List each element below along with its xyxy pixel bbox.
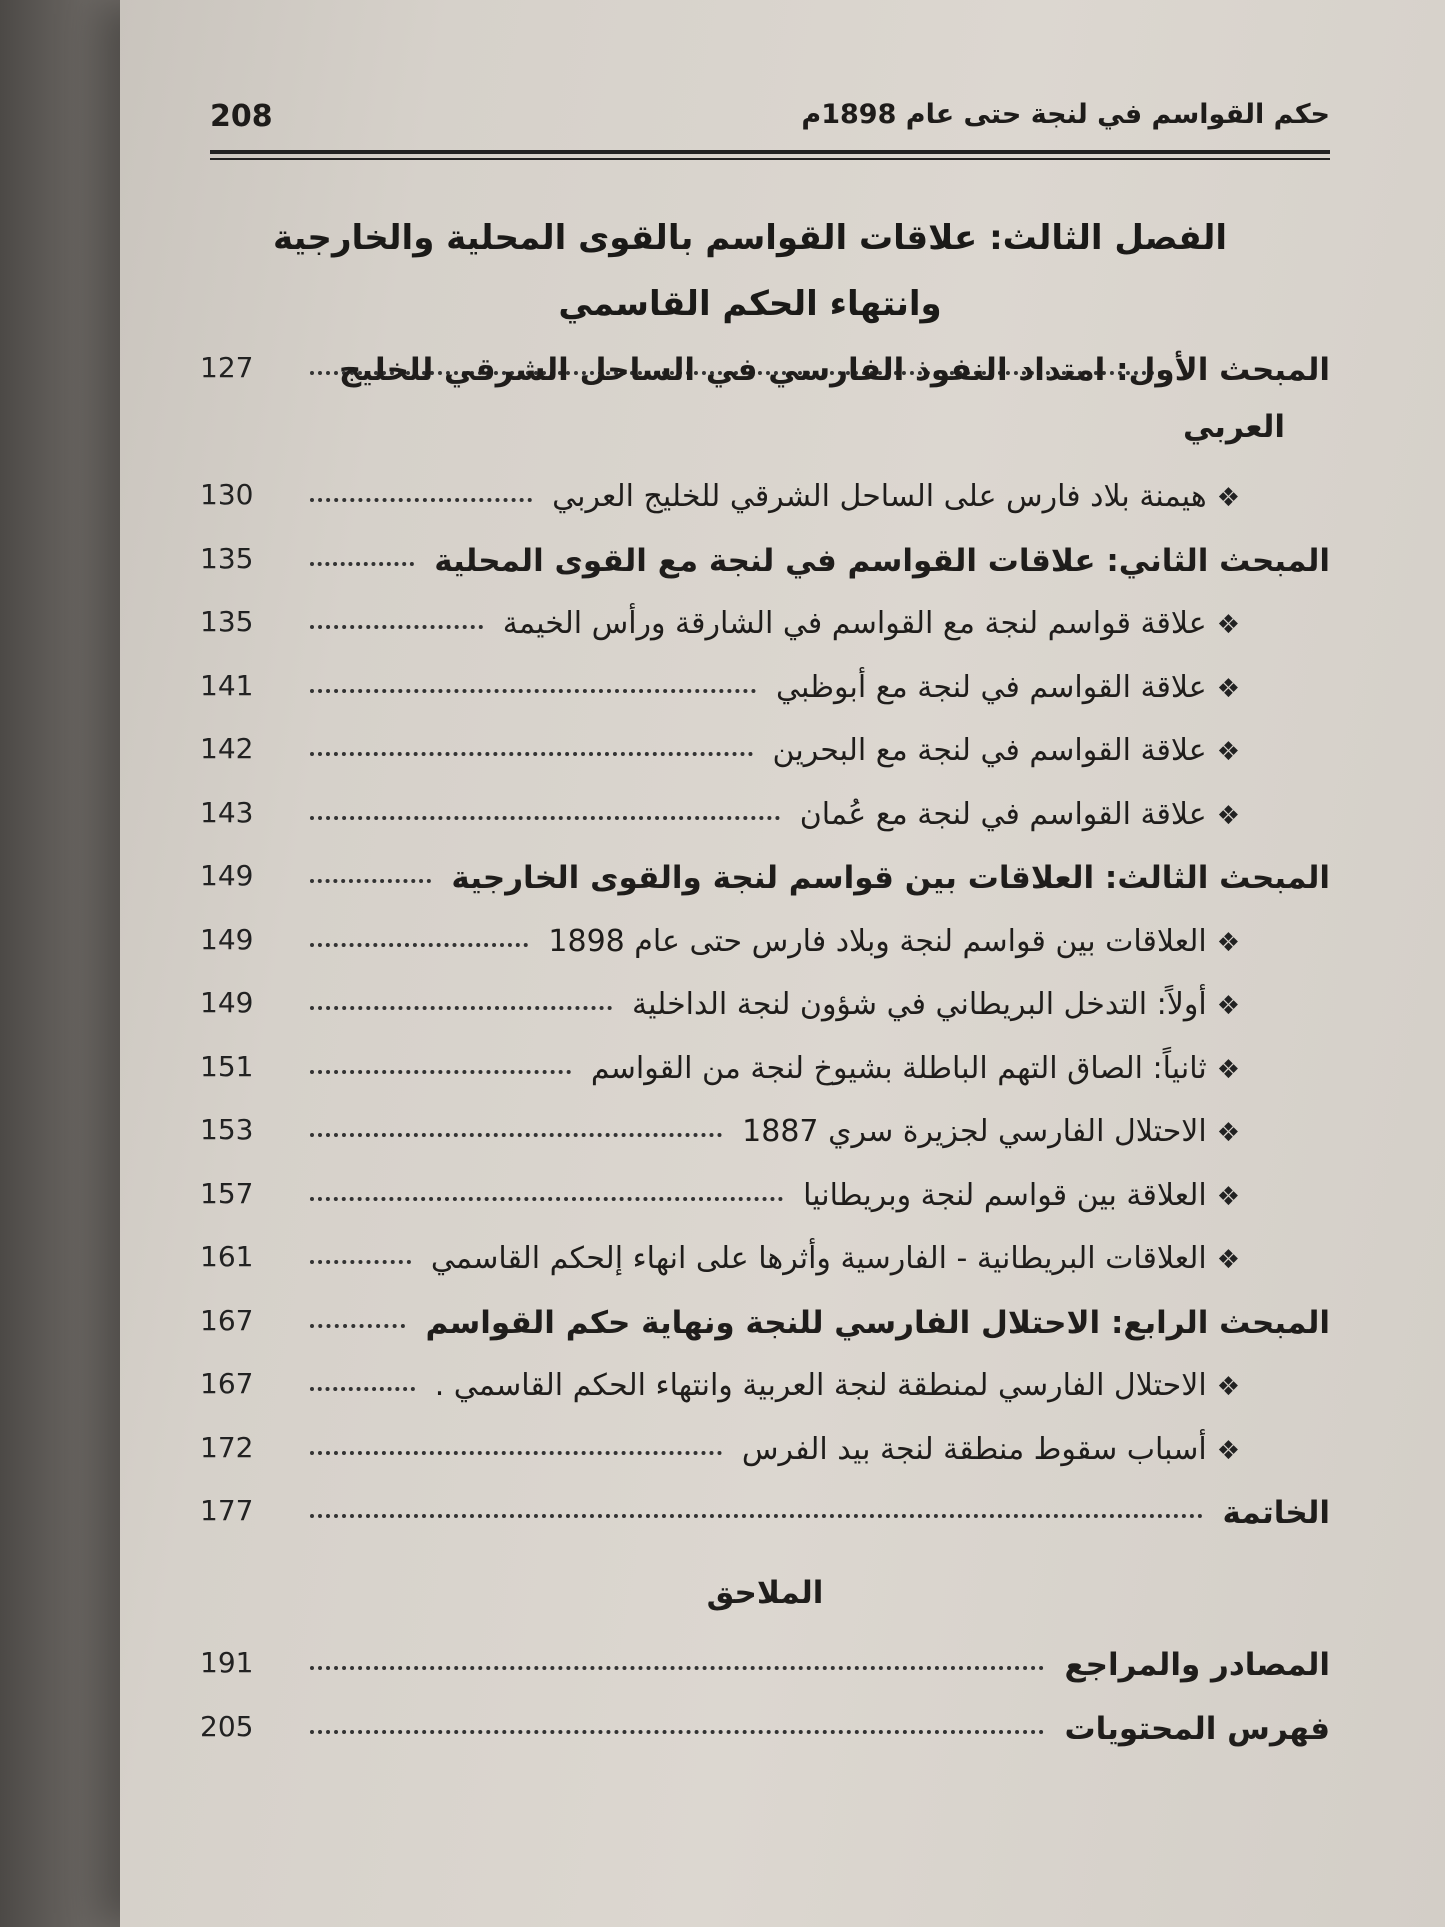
toc-entry-text <box>339 345 1330 395</box>
toc-leader-dots <box>310 1730 1044 1734</box>
toc-leader-dots <box>310 1260 411 1264</box>
toc-page-number: 157 <box>200 1176 254 1210</box>
toc-entry-text <box>431 1234 1240 1285</box>
chapter-title-line1: الفصل الثالث: علاقات القواسم بالقوى المحلية والخارجية <box>272 218 1228 258</box>
toc-entry-text <box>632 980 1240 1031</box>
toc-page-number: 135 <box>200 605 254 638</box>
toc-page-number: 130 <box>200 478 254 511</box>
toc-section[interactable] <box>200 1640 1330 1704</box>
toc-entry-label: أسباب سقوط منطقة لنجة بيد الفرس <box>741 1431 1207 1467</box>
toc-entry-label: أولاً: التدخل البريطاني في شؤون لنجة الداخلية <box>632 987 1207 1022</box>
toc-leader-dots <box>310 625 483 629</box>
toc-section[interactable] <box>200 536 1330 600</box>
toc-entry-text <box>451 853 1330 903</box>
toc-page-number: 135 <box>200 541 254 575</box>
toc-item[interactable] <box>200 790 1330 854</box>
toc-page-number: 149 <box>200 859 254 892</box>
toc-entry-text <box>742 1425 1240 1476</box>
page-number: 208 <box>210 99 273 134</box>
toc-leader-dots <box>310 689 756 693</box>
toc-section[interactable] <box>200 853 1330 917</box>
toc-item[interactable] <box>200 1107 1330 1171</box>
toc-leader-dots <box>310 1070 571 1074</box>
toc-entry-label: علاقة القواسم في لنجة مع أبوظبي <box>776 669 1207 705</box>
toc-page-number: 143 <box>200 795 254 829</box>
toc-page-number: 167 <box>200 1367 254 1400</box>
toc-section[interactable] <box>200 1298 1330 1362</box>
toc-entry-text <box>434 536 1330 586</box>
toc-entry-text <box>1064 1704 1330 1754</box>
toc-item[interactable] <box>200 980 1330 1044</box>
toc-leader-dots <box>310 816 780 820</box>
page-header <box>210 95 1330 155</box>
toc-item[interactable] <box>200 663 1330 727</box>
chapter-title-line2: وانتهاء الحكم القاسمي <box>558 284 942 324</box>
toc-page-number: 142 <box>200 732 254 765</box>
toc-entry-text <box>435 1361 1240 1412</box>
toc-entry-label: العلاقة بين قواسم لنجة وبريطانيا <box>803 1177 1207 1213</box>
toc-entry-label: علاقة قواسم لنجة مع القواسم في الشارقة ورأس الخيمة <box>502 606 1207 641</box>
toc-leader-dots <box>310 1133 722 1137</box>
toc-section[interactable] <box>200 345 1330 472</box>
toc-page-number: 149 <box>200 922 254 956</box>
toc-entry-label: المصادر والمراجع <box>1064 1647 1330 1683</box>
toc-entry-text <box>552 472 1240 523</box>
diamond-bullet-icon: ❖ <box>1216 1054 1240 1085</box>
toc-leader-dots <box>310 943 528 947</box>
toc-entry-text <box>742 1107 1240 1158</box>
toc-item[interactable] <box>200 1234 1330 1298</box>
toc-page-number: 205 <box>200 1709 254 1743</box>
toc-page-number: 161 <box>200 1240 254 1273</box>
toc-leader-dots <box>310 1451 722 1455</box>
toc-entry-text <box>1223 1488 1330 1538</box>
header-rule-thick <box>210 150 1330 154</box>
toc-item[interactable] <box>200 1044 1330 1108</box>
toc-entry-text <box>425 1298 1330 1348</box>
toc-leader-dots <box>310 1006 612 1010</box>
toc-page-number: 153 <box>200 1113 254 1146</box>
toc-entry-label: فهرس المحتويات <box>1064 1710 1330 1747</box>
diamond-bullet-icon: ❖ <box>1216 483 1240 513</box>
toc-page-number: 149 <box>200 986 254 1019</box>
header-rule-thin <box>210 158 1330 160</box>
toc-page-number: 177 <box>200 1494 254 1527</box>
chapter-title <box>230 205 1270 337</box>
toc-entry-label: هيمنة بلاد فارس على الساحل الشرقي للخليج العربي <box>552 479 1207 514</box>
toc-section[interactable] <box>200 1488 1330 1552</box>
toc-entry-label: العلاقات البريطانية - الفارسية وأثرها على انهاء إلحكم القاسمي <box>430 1241 1207 1276</box>
toc-entry-label: المبحث الرابع: الاحتلال الفارسي للنجة ونهاية حكم القواسم <box>425 1304 1330 1341</box>
toc-entry-label: العلاقات بين قواسم لنجة وبلاد فارس حتى عام 1898 <box>548 923 1207 959</box>
toc-entry-label: الخاتمة <box>1222 1495 1330 1531</box>
toc-leader-dots <box>310 1387 415 1391</box>
toc-item[interactable] <box>200 917 1330 981</box>
toc-entry-label: الاحتلال الفارسي لجزيرة سري 1887 <box>742 1114 1207 1149</box>
diamond-bullet-icon: ❖ <box>1216 991 1240 1021</box>
toc-page-number: 151 <box>200 1049 254 1083</box>
appendix-list <box>200 1640 1330 1767</box>
toc-item[interactable] <box>200 1361 1330 1425</box>
toc-item[interactable] <box>200 472 1330 536</box>
diamond-bullet-icon: ❖ <box>1216 1245 1240 1275</box>
diamond-bullet-icon: ❖ <box>1216 737 1240 767</box>
toc-entry-label: علاقة القواسم في لنجة مع عُمان <box>799 796 1207 832</box>
toc-leader-dots <box>310 1324 405 1328</box>
table-of-contents <box>200 345 1330 1552</box>
toc-leader-dots <box>310 562 414 566</box>
toc-section[interactable] <box>200 1704 1330 1768</box>
toc-entry-label: المبحث الثالث: العلاقات بين قواسم لنجة والقوى الخارجية <box>451 860 1330 896</box>
toc-item[interactable] <box>200 1171 1330 1235</box>
diamond-bullet-icon: ❖ <box>1216 800 1240 831</box>
toc-entry-text <box>803 1171 1240 1222</box>
toc-entry-label: الاحتلال الفارسي لمنطقة لنجة العربية وانتهاء الحكم القاسمي . <box>434 1368 1207 1403</box>
diamond-bullet-icon: ❖ <box>1216 927 1240 958</box>
toc-page-number: 127 <box>200 351 254 384</box>
toc-entry-text <box>591 1044 1240 1095</box>
toc-entry-label: علاقة القواسم في لنجة مع البحرين <box>772 733 1207 768</box>
toc-leader-dots <box>310 1666 1044 1670</box>
diamond-bullet-icon: ❖ <box>1216 673 1240 704</box>
toc-entry-label: المبحث الثاني: علاقات القواسم في لنجة مع القوى المحلية <box>434 542 1330 579</box>
diamond-bullet-icon: ❖ <box>1216 1181 1240 1212</box>
toc-leader-dots <box>310 1514 1203 1518</box>
toc-leader-dots <box>310 498 532 502</box>
toc-item[interactable] <box>200 1425 1330 1489</box>
toc-entry-text <box>773 726 1240 777</box>
toc-entry-continuation: العربي <box>1182 409 1285 445</box>
toc-page-number: 141 <box>200 668 254 702</box>
toc-entry-text <box>800 790 1240 841</box>
toc-entry-text <box>548 917 1240 968</box>
diamond-bullet-icon: ❖ <box>1216 610 1240 640</box>
toc-entry-label: المبحث الأول: امتداد النفوذ الفارسي في الساحل الشرقي للخليج <box>338 352 1330 388</box>
toc-entry-text <box>776 663 1240 714</box>
toc-page-number: 167 <box>200 1303 254 1337</box>
toc-entry-label: ثانياً: الصاق التهم الباطلة بشيوخ لنجة من القواسم <box>590 1050 1207 1086</box>
toc-item[interactable] <box>200 599 1330 663</box>
toc-item[interactable] <box>200 726 1330 790</box>
toc-page-number: 172 <box>200 1430 254 1464</box>
diamond-bullet-icon: ❖ <box>1216 1435 1240 1466</box>
toc-entry-text <box>1064 1640 1330 1690</box>
diamond-bullet-icon: ❖ <box>1216 1372 1240 1402</box>
toc-entry-text <box>503 599 1240 650</box>
toc-leader-dots <box>310 1197 783 1201</box>
toc-leader-dots <box>310 752 753 756</box>
running-title: حكم القواسم في لنجة حتى عام 1898م <box>801 99 1330 130</box>
toc-leader-dots <box>310 879 431 883</box>
toc-page-number: 191 <box>200 1646 254 1679</box>
appendix-heading: الملاحق <box>706 1575 824 1611</box>
diamond-bullet-icon: ❖ <box>1216 1118 1240 1148</box>
